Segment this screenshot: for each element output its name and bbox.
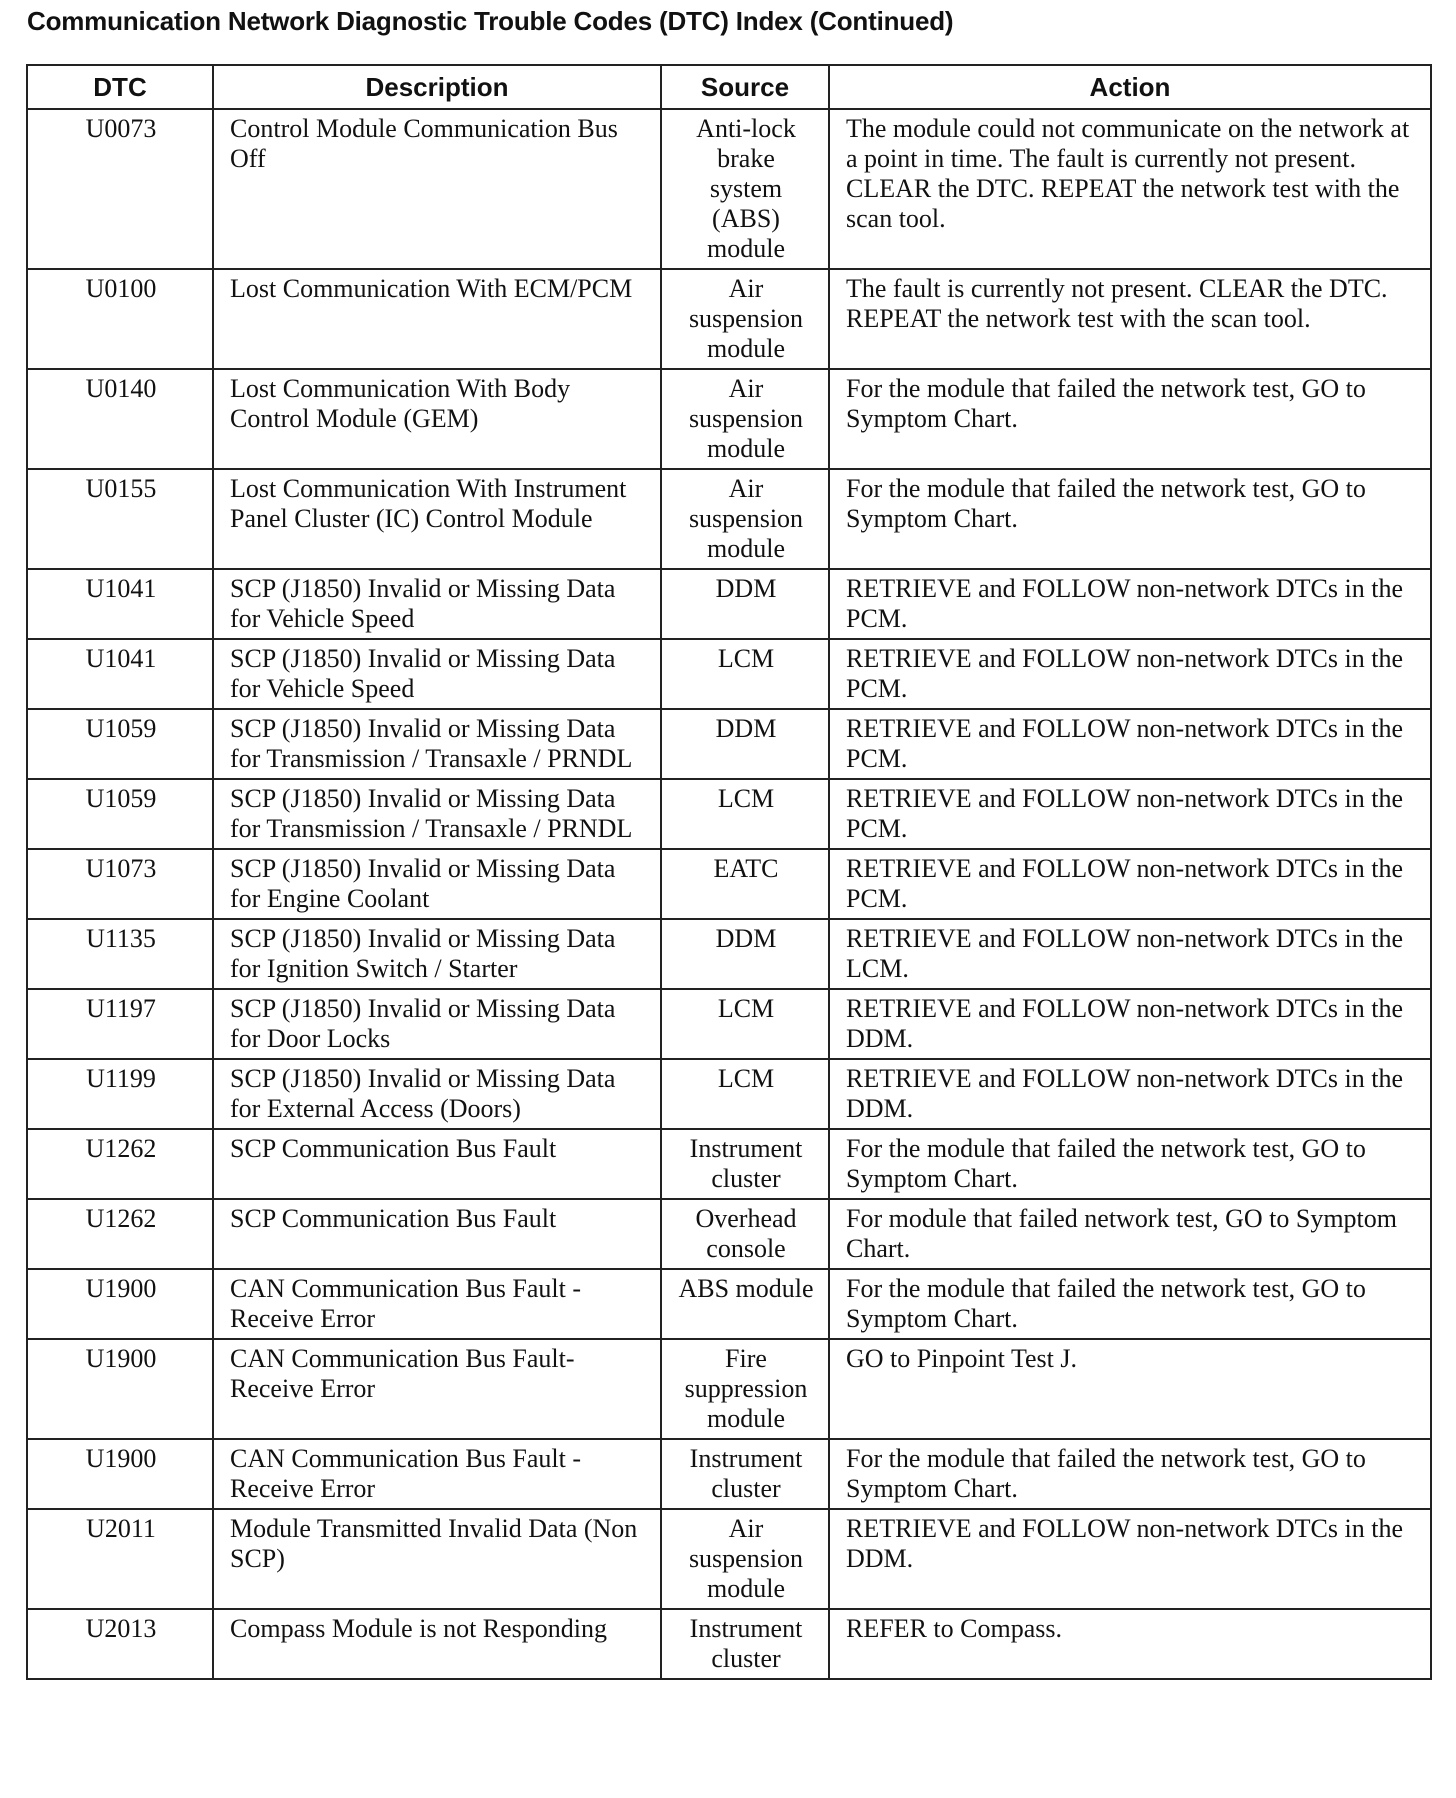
description-cell: SCP (J1850) Invalid or Missing Data for Ignition Switch / Starter	[213, 919, 661, 989]
dtc-code-cell: U2011	[27, 1509, 213, 1609]
table-row	[27, 849, 1431, 919]
description-cell: SCP (J1850) Invalid or Missing Data for External Access (Doors)	[213, 1059, 661, 1129]
action-cell: For the module that failed the network test, GO to Symptom Chart.	[829, 1269, 1431, 1339]
column-header-action: Action	[829, 65, 1431, 109]
description-cell: CAN Communication Bus Fault - Receive Error	[213, 1439, 661, 1509]
description-cell: SCP (J1850) Invalid or Missing Data for Transmission / Transaxle / PRNDL	[213, 709, 661, 779]
table-row	[27, 269, 1431, 369]
source-cell: Fire suppression module	[661, 1339, 829, 1439]
dtc-code-cell: U1041	[27, 639, 213, 709]
table-row	[27, 639, 1431, 709]
action-cell: REFER to Compass.	[829, 1609, 1431, 1679]
dtc-code-cell: U1900	[27, 1269, 213, 1339]
table-row	[27, 369, 1431, 469]
dtc-index-table	[26, 64, 1432, 1680]
description-cell: Lost Communication With Body Control Module (GEM)	[213, 369, 661, 469]
description-cell: SCP (J1850) Invalid or Missing Data for Transmission / Transaxle / PRNDL	[213, 779, 661, 849]
table-row	[27, 1509, 1431, 1609]
table-row	[27, 709, 1431, 779]
dtc-code-cell: U1262	[27, 1129, 213, 1199]
source-cell: LCM	[661, 989, 829, 1059]
column-header-source: Source	[661, 65, 829, 109]
table-row	[27, 919, 1431, 989]
table-row	[27, 469, 1431, 569]
description-cell: Compass Module is not Responding	[213, 1609, 661, 1679]
table-row	[27, 109, 1431, 269]
source-cell: Instrument cluster	[661, 1609, 829, 1679]
description-cell: SCP (J1850) Invalid or Missing Data for Vehicle Speed	[213, 639, 661, 709]
description-cell: Lost Communication With ECM/PCM	[213, 269, 661, 369]
dtc-code-cell: U0073	[27, 109, 213, 269]
description-cell: SCP (J1850) Invalid or Missing Data for Vehicle Speed	[213, 569, 661, 639]
description-cell: SCP Communication Bus Fault	[213, 1129, 661, 1199]
action-cell: RETRIEVE and FOLLOW non-network DTCs in the PCM.	[829, 779, 1431, 849]
description-cell: Lost Communication With Instrument Panel Cluster (IC) Control Module	[213, 469, 661, 569]
action-cell: RETRIEVE and FOLLOW non-network DTCs in the DDM.	[829, 989, 1431, 1059]
source-cell: Overhead console	[661, 1199, 829, 1269]
source-cell: EATC	[661, 849, 829, 919]
source-cell: DDM	[661, 569, 829, 639]
table-row	[27, 779, 1431, 849]
dtc-code-cell: U1900	[27, 1439, 213, 1509]
table-row	[27, 1059, 1431, 1129]
table-row	[27, 569, 1431, 639]
source-cell: Anti-lock brake system (ABS) module	[661, 109, 829, 269]
description-cell: Control Module Communication Bus Off	[213, 109, 661, 269]
dtc-code-cell: U1041	[27, 569, 213, 639]
table-row	[27, 1199, 1431, 1269]
source-cell: Air suspension module	[661, 369, 829, 469]
action-cell: RETRIEVE and FOLLOW non-network DTCs in the PCM.	[829, 709, 1431, 779]
action-cell: RETRIEVE and FOLLOW non-network DTCs in the DDM.	[829, 1509, 1431, 1609]
action-cell: The module could not communicate on the network at a point in time. The fault is currently not present. CLEAR the DTC. REPEAT the network test with the scan tool.	[829, 109, 1431, 269]
source-cell: LCM	[661, 639, 829, 709]
table-row	[27, 1269, 1431, 1339]
action-cell: RETRIEVE and FOLLOW non-network DTCs in the LCM.	[829, 919, 1431, 989]
dtc-code-cell: U1900	[27, 1339, 213, 1439]
dtc-code-cell: U1073	[27, 849, 213, 919]
dtc-code-cell: U1262	[27, 1199, 213, 1269]
header-row	[27, 65, 1431, 109]
table-header	[27, 65, 1431, 109]
description-cell: Module Transmitted Invalid Data (Non SCP)	[213, 1509, 661, 1609]
source-cell: ABS module	[661, 1269, 829, 1339]
table-row	[27, 1609, 1431, 1679]
source-cell: Instrument cluster	[661, 1439, 829, 1509]
source-cell: LCM	[661, 1059, 829, 1129]
source-cell: Air suspension module	[661, 269, 829, 369]
action-cell: For the module that failed the network test, GO to Symptom Chart.	[829, 469, 1431, 569]
source-cell: DDM	[661, 709, 829, 779]
description-cell: CAN Communication Bus Fault - Receive Error	[213, 1269, 661, 1339]
dtc-code-cell: U1199	[27, 1059, 213, 1129]
dtc-code-cell: U1135	[27, 919, 213, 989]
source-cell: Instrument cluster	[661, 1129, 829, 1199]
dtc-code-cell: U0100	[27, 269, 213, 369]
column-header-description: Description	[213, 65, 661, 109]
action-cell: The fault is currently not present. CLEAR the DTC. REPEAT the network test with the scan tool.	[829, 269, 1431, 369]
dtc-code-cell: U0140	[27, 369, 213, 469]
column-header-dtc: DTC	[27, 65, 213, 109]
action-cell: RETRIEVE and FOLLOW non-network DTCs in the PCM.	[829, 569, 1431, 639]
description-cell: SCP (J1850) Invalid or Missing Data for Door Locks	[213, 989, 661, 1059]
action-cell: For the module that failed the network test, GO to Symptom Chart.	[829, 1129, 1431, 1199]
source-cell: Air suspension module	[661, 469, 829, 569]
description-cell: CAN Communication Bus Fault-Receive Error	[213, 1339, 661, 1439]
source-cell: LCM	[661, 779, 829, 849]
description-cell: SCP (J1850) Invalid or Missing Data for Engine Coolant	[213, 849, 661, 919]
action-cell: RETRIEVE and FOLLOW non-network DTCs in the PCM.	[829, 849, 1431, 919]
action-cell: For module that failed network test, GO to Symptom Chart.	[829, 1199, 1431, 1269]
action-cell: RETRIEVE and FOLLOW non-network DTCs in the DDM.	[829, 1059, 1431, 1129]
action-cell: For the module that failed the network test, GO to Symptom Chart.	[829, 1439, 1431, 1509]
dtc-code-cell: U2013	[27, 1609, 213, 1679]
page-title: Communication Network Diagnostic Trouble Codes (DTC) Index (Continued)	[27, 6, 954, 36]
source-cell: DDM	[661, 919, 829, 989]
table-row	[27, 1129, 1431, 1199]
table-row	[27, 989, 1431, 1059]
description-cell: SCP Communication Bus Fault	[213, 1199, 661, 1269]
action-cell: For the module that failed the network test, GO to Symptom Chart.	[829, 369, 1431, 469]
table-row	[27, 1339, 1431, 1439]
source-cell: Air suspension module	[661, 1509, 829, 1609]
dtc-code-cell: U1197	[27, 989, 213, 1059]
action-cell: RETRIEVE and FOLLOW non-network DTCs in the PCM.	[829, 639, 1431, 709]
dtc-code-cell: U1059	[27, 779, 213, 849]
table-row	[27, 1439, 1431, 1509]
dtc-code-cell: U0155	[27, 469, 213, 569]
table-body	[27, 109, 1431, 1679]
dtc-code-cell: U1059	[27, 709, 213, 779]
action-cell: GO to Pinpoint Test J.	[829, 1339, 1431, 1439]
